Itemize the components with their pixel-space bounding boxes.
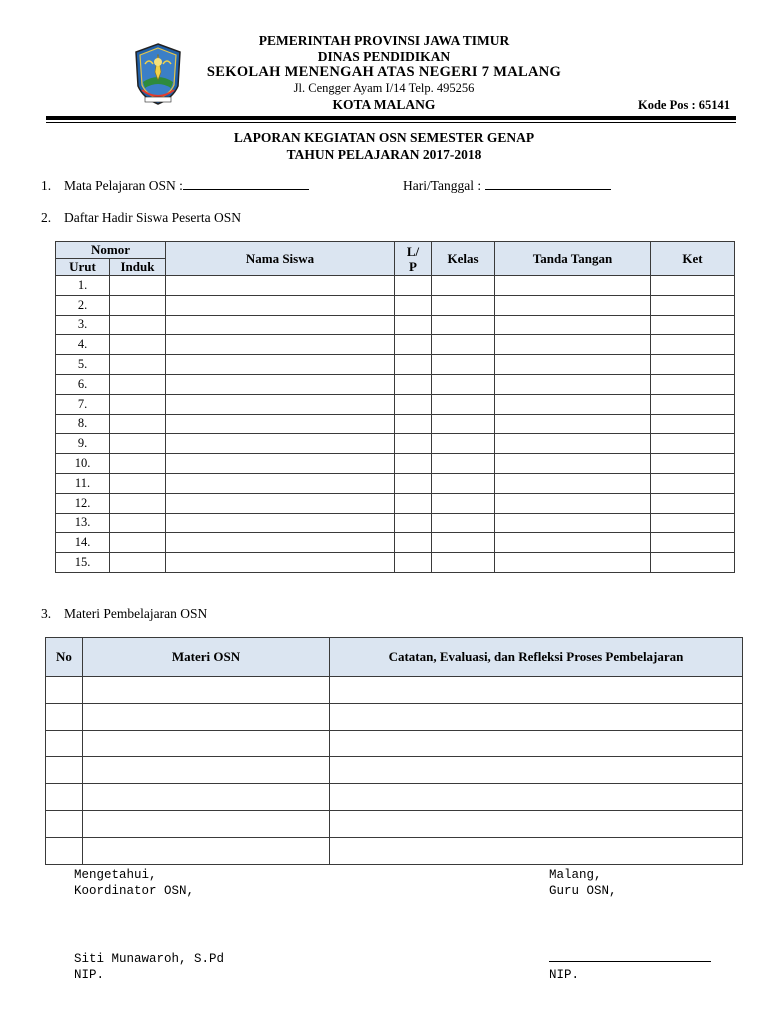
table-cell[interactable] (330, 837, 743, 864)
item-1-mapel (64, 178, 309, 194)
sig-right-line2: Guru OSN, (549, 884, 617, 898)
table-cell[interactable] (432, 454, 495, 474)
table-cell[interactable] (395, 454, 432, 474)
table-cell[interactable] (651, 513, 735, 533)
table-cell[interactable] (110, 454, 166, 474)
table-cell[interactable] (651, 493, 735, 513)
letterhead-city: KOTA MALANG (332, 97, 436, 112)
table-row (46, 837, 743, 864)
table-cell[interactable] (110, 276, 166, 296)
table-cell[interactable] (330, 810, 743, 837)
table-cell[interactable] (330, 757, 743, 784)
row-number: 2. (56, 295, 110, 315)
table-cell[interactable] (432, 335, 495, 355)
table-cell[interactable] (46, 730, 83, 757)
table-cell[interactable] (395, 533, 432, 553)
table-row (46, 784, 743, 811)
header-tanda-tangan: Tanda Tangan (495, 242, 651, 276)
table-cell[interactable] (46, 757, 83, 784)
table-cell[interactable] (395, 414, 432, 434)
sig-left-line1: Mengetahui, (74, 868, 157, 882)
table-cell[interactable] (330, 703, 743, 730)
table-row (46, 703, 743, 730)
table-cell[interactable] (110, 533, 166, 553)
table-row (56, 315, 735, 335)
table-cell[interactable] (395, 394, 432, 414)
table-cell[interactable] (432, 355, 495, 375)
letterhead-divider-thick (46, 116, 736, 120)
table-row (56, 533, 735, 553)
table-cell[interactable] (166, 394, 395, 414)
table-cell[interactable] (110, 513, 166, 533)
header-materi: Materi OSN (83, 638, 330, 677)
row-number: 12. (56, 493, 110, 513)
table-cell[interactable] (395, 335, 432, 355)
table-row (56, 394, 735, 414)
table-cell[interactable] (651, 414, 735, 434)
table-cell[interactable] (651, 454, 735, 474)
header-lp-line1: L/ (406, 243, 420, 259)
table-cell[interactable] (110, 553, 166, 573)
table-cell[interactable] (495, 473, 651, 493)
item-2-label: Daftar Hadir Siswa Peserta OSN (64, 210, 241, 225)
table-cell[interactable] (495, 276, 651, 296)
table-cell[interactable] (395, 276, 432, 296)
table-cell[interactable] (495, 493, 651, 513)
table-cell[interactable] (166, 295, 395, 315)
table-cell[interactable] (432, 434, 495, 454)
table-cell[interactable] (432, 553, 495, 573)
hari-label: Hari/Tanggal : (403, 178, 482, 193)
materi-table (45, 637, 743, 865)
table-cell[interactable] (46, 837, 83, 864)
table-cell[interactable] (110, 394, 166, 414)
table-cell[interactable] (651, 276, 735, 296)
table-cell[interactable] (110, 493, 166, 513)
table-cell[interactable] (395, 434, 432, 454)
table-cell[interactable] (395, 493, 432, 513)
hari-blank-field[interactable] (485, 178, 611, 190)
table-cell[interactable] (83, 757, 330, 784)
table-cell[interactable] (651, 335, 735, 355)
table-cell[interactable] (166, 374, 395, 394)
table-row (46, 730, 743, 757)
sig-left-line2: Koordinator OSN, (74, 884, 195, 898)
table-cell[interactable] (495, 394, 651, 414)
table-cell[interactable] (495, 434, 651, 454)
table-cell[interactable] (83, 677, 330, 704)
table-cell[interactable] (651, 295, 735, 315)
table-cell[interactable] (83, 810, 330, 837)
table-cell[interactable] (651, 355, 735, 375)
table-row (56, 454, 735, 474)
table-row (56, 493, 735, 513)
table-cell[interactable] (166, 434, 395, 454)
table-cell[interactable] (651, 533, 735, 553)
row-number: 10. (56, 454, 110, 474)
table-cell[interactable] (432, 493, 495, 513)
report-title: LAPORAN KEGIATAN OSN SEMESTER GENAP (233, 130, 535, 145)
table-cell[interactable] (432, 533, 495, 553)
mapel-label: Mata Pelajaran OSN : (64, 178, 183, 193)
table-row (56, 414, 735, 434)
attendance-table (55, 241, 735, 573)
table-row (56, 276, 735, 296)
table-cell[interactable] (83, 730, 330, 757)
table-row (56, 434, 735, 454)
row-number: 5. (56, 355, 110, 375)
table-cell[interactable] (110, 335, 166, 355)
header-lp-line2: P (409, 258, 417, 274)
table-cell[interactable] (495, 315, 651, 335)
table-cell[interactable] (395, 355, 432, 375)
row-number: 9. (56, 434, 110, 454)
table-cell[interactable] (166, 513, 395, 533)
table-cell[interactable] (166, 473, 395, 493)
table-cell[interactable] (432, 414, 495, 434)
table-cell[interactable] (432, 374, 495, 394)
table-cell[interactable] (495, 295, 651, 315)
table-cell[interactable] (395, 374, 432, 394)
table-row (56, 374, 735, 394)
table-cell[interactable] (110, 315, 166, 335)
table-cell[interactable] (166, 276, 395, 296)
table-cell[interactable] (110, 414, 166, 434)
table-cell[interactable] (432, 276, 495, 296)
sig-right-name-line[interactable] (549, 961, 711, 962)
sig-left-name: Siti Munawaroh, S.Pd (74, 952, 225, 966)
table-cell[interactable] (166, 533, 395, 553)
table-cell[interactable] (495, 533, 651, 553)
table-cell[interactable] (166, 553, 395, 573)
table-cell[interactable] (495, 513, 651, 533)
table-cell[interactable] (495, 374, 651, 394)
table-cell[interactable] (495, 335, 651, 355)
table-cell[interactable] (495, 355, 651, 375)
table-cell[interactable] (46, 677, 83, 704)
item-1-hari (403, 178, 611, 194)
header-induk: Induk (110, 259, 166, 276)
row-number: 14. (56, 533, 110, 553)
table-cell[interactable] (432, 394, 495, 414)
header-lp (395, 242, 432, 276)
table-cell[interactable] (495, 454, 651, 474)
table-cell[interactable] (395, 513, 432, 533)
header-urut: Urut (56, 259, 110, 276)
row-number: 15. (56, 553, 110, 573)
table-row (46, 757, 743, 784)
letterhead-department: DINAS PENDIDIKAN (317, 49, 451, 64)
table-cell[interactable] (432, 295, 495, 315)
table-cell[interactable] (395, 473, 432, 493)
header-ket: Ket (651, 242, 735, 276)
table-cell[interactable] (46, 703, 83, 730)
table-cell[interactable] (110, 434, 166, 454)
letterhead-school-name: SEKOLAH MENENGAH ATAS NEGERI 7 MALANG (206, 64, 562, 80)
table-row (56, 513, 735, 533)
table-cell[interactable] (110, 355, 166, 375)
table-cell[interactable] (495, 553, 651, 573)
table-cell[interactable] (651, 315, 735, 335)
header-nama-siswa: Nama Siswa (166, 242, 395, 276)
table-cell[interactable] (166, 355, 395, 375)
table-row (46, 677, 743, 704)
table-cell[interactable] (495, 414, 651, 434)
table-cell[interactable] (395, 553, 432, 573)
table-cell[interactable] (46, 810, 83, 837)
table-cell[interactable] (166, 315, 395, 335)
table-cell[interactable] (83, 703, 330, 730)
table-cell[interactable] (651, 553, 735, 573)
header-nomor: Nomor (56, 242, 166, 259)
table-cell[interactable] (395, 315, 432, 335)
item-3-label: Materi Pembelajaran OSN (64, 606, 208, 621)
table-cell[interactable] (432, 513, 495, 533)
table-cell[interactable] (110, 295, 166, 315)
header-kelas: Kelas (432, 242, 495, 276)
item-1-number: 1. (41, 178, 52, 193)
sig-left-nip: NIP. (74, 968, 105, 982)
header-no: No (46, 638, 83, 677)
table-cell[interactable] (432, 473, 495, 493)
mapel-blank-field[interactable] (183, 178, 309, 190)
row-number: 4. (56, 335, 110, 355)
row-number: 3. (56, 315, 110, 335)
item-3-number: 3. (41, 606, 52, 621)
table-cell[interactable] (651, 434, 735, 454)
table-cell[interactable] (395, 295, 432, 315)
table-cell[interactable] (166, 335, 395, 355)
row-number: 7. (56, 394, 110, 414)
table-row (46, 810, 743, 837)
table-cell[interactable] (110, 374, 166, 394)
letterhead-address: Jl. Cengger Ayam I/14 Telp. 495256 (293, 81, 475, 95)
sig-right-nip: NIP. (549, 968, 580, 982)
table-row (56, 335, 735, 355)
row-number: 11. (56, 473, 110, 493)
table-cell[interactable] (330, 677, 743, 704)
header-catatan: Catatan, Evaluasi, dan Refleksi Proses Pembelajaran (330, 638, 743, 677)
table-cell[interactable] (110, 473, 166, 493)
table-cell[interactable] (166, 414, 395, 434)
table-cell[interactable] (330, 730, 743, 757)
row-number: 13. (56, 513, 110, 533)
sig-right-line1: Malang, (549, 868, 602, 882)
table-row (56, 553, 735, 573)
letterhead-province: PEMERINTAH PROVINSI JAWA TIMUR (258, 33, 510, 48)
table-row (56, 295, 735, 315)
table-cell[interactable] (651, 394, 735, 414)
letterhead-postal-code: Kode Pos : 65141 (637, 98, 730, 112)
table-cell[interactable] (330, 784, 743, 811)
row-number: 1. (56, 276, 110, 296)
table-row (56, 355, 735, 375)
row-number: 8. (56, 414, 110, 434)
table-cell[interactable] (651, 473, 735, 493)
table-cell[interactable] (432, 315, 495, 335)
item-2-number: 2. (41, 210, 52, 225)
table-row (56, 473, 735, 493)
letterhead-divider-thin (46, 122, 736, 123)
table-cell[interactable] (166, 454, 395, 474)
table-cell[interactable] (651, 374, 735, 394)
table-cell[interactable] (83, 784, 330, 811)
table-cell[interactable] (46, 784, 83, 811)
report-subtitle: TAHUN PELAJARAN 2017-2018 (286, 147, 482, 162)
table-cell[interactable] (83, 837, 330, 864)
table-cell[interactable] (166, 493, 395, 513)
row-number: 6. (56, 374, 110, 394)
